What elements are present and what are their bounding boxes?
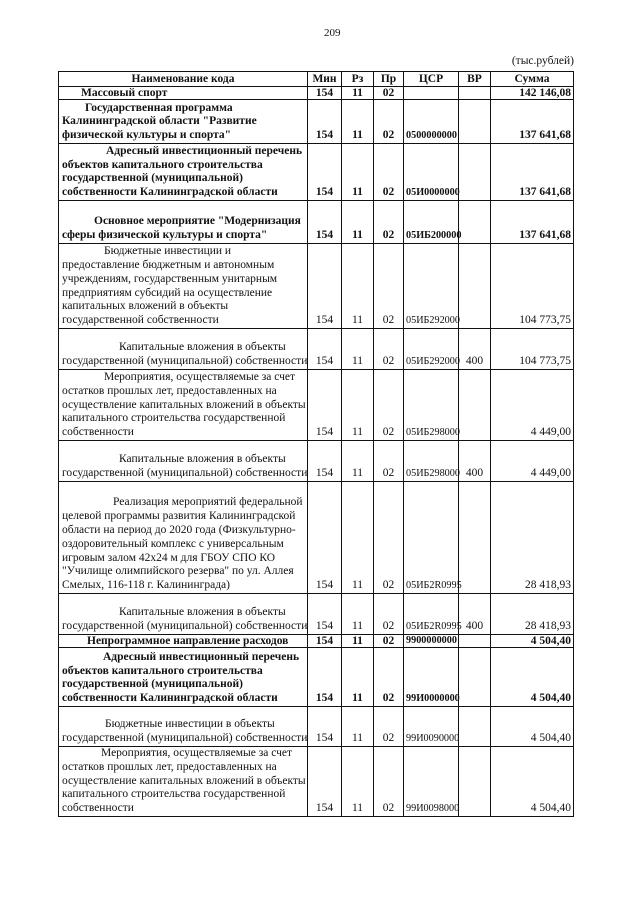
cell-min: 154 bbox=[308, 87, 342, 100]
cell-csr: 05ИБ298000 bbox=[404, 441, 459, 482]
header-name: Наименование кода bbox=[59, 72, 308, 87]
name-line: государственной (муниципальной) собственности bbox=[62, 732, 308, 745]
table-body bbox=[59, 87, 574, 817]
name-line: Непрограммное направление расходов bbox=[87, 635, 289, 647]
cell-min: 154 bbox=[308, 707, 342, 747]
cell-rz: 11 bbox=[342, 87, 374, 100]
cell-vr bbox=[459, 201, 491, 244]
name-line: собственности bbox=[62, 426, 134, 439]
cell-pr: 02 bbox=[374, 635, 404, 648]
table-row bbox=[59, 244, 574, 329]
cell-csr: 05ИБ292000 bbox=[404, 244, 459, 329]
cell-rz: 11 bbox=[342, 201, 374, 244]
cell-csr: 05И0000000 bbox=[404, 144, 459, 201]
cell-min: 154 bbox=[308, 201, 342, 244]
cell-min: 154 bbox=[308, 100, 342, 144]
name-line: государственной (муниципальной) собственности bbox=[62, 467, 308, 480]
table-row bbox=[59, 635, 574, 648]
page-number: 209 bbox=[324, 27, 341, 39]
name-line: государственной (муниципальной) bbox=[62, 172, 243, 185]
cell-rz: 11 bbox=[342, 635, 374, 648]
cell-min: 154 bbox=[308, 244, 342, 329]
name-line: предприятиям субсидий на осуществление bbox=[62, 286, 273, 299]
name-line: физической культуры и спорта" bbox=[62, 129, 232, 142]
name-line: игровым залом 42х24 м для ГБОУ СПО КО bbox=[62, 551, 276, 564]
cell-csr bbox=[404, 87, 459, 100]
cell-name bbox=[59, 244, 308, 329]
cell-name bbox=[59, 144, 308, 201]
cell-pr: 02 bbox=[374, 482, 404, 594]
cell-vr bbox=[459, 635, 491, 648]
cell-rz: 11 bbox=[342, 747, 374, 817]
cell-name bbox=[59, 201, 308, 244]
name-line: сферы физической культуры и спорта" bbox=[62, 229, 268, 242]
cell-name bbox=[59, 594, 308, 635]
header-rz: Рз bbox=[342, 72, 374, 87]
cell-pr: 02 bbox=[374, 201, 404, 244]
cell-pr: 02 bbox=[374, 329, 404, 370]
name-line: собственности Калининградской области bbox=[62, 186, 278, 199]
units-label: (тыс.рублей) bbox=[511, 55, 574, 67]
cell-rz: 11 bbox=[342, 370, 374, 441]
cell-csr: 99И0098000 bbox=[404, 747, 459, 817]
name-line: Калининградской области "Развитие bbox=[62, 115, 257, 128]
cell-sum: 137 641,68 bbox=[491, 100, 574, 144]
cell-pr: 02 bbox=[374, 144, 404, 201]
cell-vr bbox=[459, 482, 491, 594]
cell-pr: 02 bbox=[374, 244, 404, 329]
cell-rz: 11 bbox=[342, 244, 374, 329]
name-line: Капитальные вложения в объекты bbox=[119, 606, 286, 619]
name-line: оздоровительный комплекс с универсальным bbox=[62, 537, 284, 550]
name-line: капитального строительства государственной bbox=[62, 788, 286, 801]
cell-min: 154 bbox=[308, 370, 342, 441]
name-line: Мероприятия, осуществляемые за счет bbox=[104, 371, 296, 384]
name-line: предоставление бюджетным и автономным bbox=[62, 259, 275, 272]
name-line: собственности bbox=[62, 802, 134, 815]
cell-csr: 9900000000 bbox=[404, 635, 459, 648]
name-line: Капитальные вложения в объекты bbox=[119, 341, 286, 354]
cell-name bbox=[59, 747, 308, 817]
name-line: "Училище олимпийского резерва" по ул. Аллея bbox=[62, 565, 294, 578]
cell-name bbox=[59, 635, 308, 648]
cell-csr: 05ИБ292000 bbox=[404, 329, 459, 370]
name-line: Бюджетные инвестиции и bbox=[104, 245, 232, 258]
cell-min: 154 bbox=[308, 594, 342, 635]
table-row bbox=[59, 482, 574, 594]
name-line: государственной (муниципальной) собственности bbox=[62, 620, 308, 633]
table-row bbox=[59, 648, 574, 707]
name-line: Бюджетные инвестиции в объекты bbox=[105, 718, 275, 731]
name-line: Массовый спорт bbox=[81, 87, 168, 99]
cell-sum: 104 773,75 bbox=[491, 244, 574, 329]
name-line: государственной (муниципальной) bbox=[62, 678, 243, 691]
cell-rz: 11 bbox=[342, 648, 374, 707]
cell-rz: 11 bbox=[342, 594, 374, 635]
table-row bbox=[59, 594, 574, 635]
cell-sum: 137 641,68 bbox=[491, 201, 574, 244]
cell-csr: 05ИБ298000 bbox=[404, 370, 459, 441]
cell-name bbox=[59, 482, 308, 594]
cell-rz: 11 bbox=[342, 100, 374, 144]
cell-sum: 28 418,93 bbox=[491, 594, 574, 635]
cell-sum: 4 504,40 bbox=[491, 747, 574, 817]
cell-vr bbox=[459, 648, 491, 707]
table-row bbox=[59, 329, 574, 370]
header-sum: Сумма bbox=[491, 72, 574, 87]
cell-sum: 4 504,40 bbox=[491, 635, 574, 648]
cell-sum: 104 773,75 bbox=[491, 329, 574, 370]
header-pr: Пр bbox=[374, 72, 404, 87]
cell-rz: 11 bbox=[342, 329, 374, 370]
cell-pr: 02 bbox=[374, 594, 404, 635]
name-line: Основное мероприятие "Модернизация bbox=[94, 215, 301, 228]
cell-pr: 02 bbox=[374, 747, 404, 817]
table-row bbox=[59, 370, 574, 441]
cell-vr bbox=[459, 144, 491, 201]
cell-min: 154 bbox=[308, 144, 342, 201]
name-line: объектов капитального строительства bbox=[62, 664, 263, 677]
name-line: остатков прошлых лет, предоставленных на bbox=[62, 384, 277, 397]
cell-name bbox=[59, 87, 308, 100]
cell-sum: 4 449,00 bbox=[491, 370, 574, 441]
name-line: Мероприятия, осуществляемые за счет bbox=[101, 747, 293, 759]
cell-sum: 4 504,40 bbox=[491, 707, 574, 747]
cell-vr bbox=[459, 87, 491, 100]
cell-name bbox=[59, 370, 308, 441]
cell-rz: 11 bbox=[342, 144, 374, 201]
cell-vr: 400 bbox=[459, 329, 491, 370]
name-line: остатков прошлых лет, предоставленных на bbox=[62, 760, 277, 773]
cell-sum: 4 504,40 bbox=[491, 648, 574, 707]
cell-min: 154 bbox=[308, 747, 342, 817]
name-line: Реализация мероприятий федеральной bbox=[113, 496, 303, 509]
name-line: государственной собственности bbox=[62, 314, 219, 327]
cell-min: 154 bbox=[308, 635, 342, 648]
cell-min: 154 bbox=[308, 648, 342, 707]
cell-pr: 02 bbox=[374, 87, 404, 100]
cell-name bbox=[59, 648, 308, 707]
cell-vr bbox=[459, 100, 491, 144]
name-line: осуществление капитальных вложений в объекты bbox=[62, 398, 306, 411]
name-line: осуществление капитальных вложений в объекты bbox=[62, 774, 306, 787]
name-line: области на период до 2020 года (Физкультурно- bbox=[62, 524, 296, 537]
name-line: капитальных вложений в объекты bbox=[62, 300, 229, 313]
name-line: Капитальные вложения в объекты bbox=[119, 453, 286, 466]
name-line: объектов капитального строительства bbox=[62, 158, 263, 171]
cell-csr: 05ИБ200000 bbox=[404, 201, 459, 244]
cell-vr bbox=[459, 707, 491, 747]
name-line: государственной (муниципальной) собственности bbox=[62, 355, 308, 368]
header-vr: ВР bbox=[459, 72, 491, 87]
cell-csr: 99И0000000 bbox=[404, 648, 459, 707]
header-min: Мин bbox=[308, 72, 342, 87]
cell-pr: 02 bbox=[374, 707, 404, 747]
cell-min: 154 bbox=[308, 329, 342, 370]
cell-name bbox=[59, 707, 308, 747]
name-line: Адресный инвестиционный перечень bbox=[106, 144, 303, 157]
name-line: капитального строительства государственной bbox=[62, 412, 286, 425]
cell-name bbox=[59, 441, 308, 482]
table-row bbox=[59, 707, 574, 747]
cell-sum: 28 418,93 bbox=[491, 482, 574, 594]
name-line: Смелых, 116-118 г. Калининграда) bbox=[62, 579, 230, 592]
header-csr: ЦСР bbox=[404, 72, 459, 87]
cell-csr: 0500000000 bbox=[404, 100, 459, 144]
cell-vr bbox=[459, 370, 491, 441]
cell-pr: 02 bbox=[374, 100, 404, 144]
cell-sum: 137 641,68 bbox=[491, 144, 574, 201]
name-line: целевой программы развития Калининградской bbox=[62, 510, 296, 523]
cell-pr: 02 bbox=[374, 441, 404, 482]
table-row bbox=[59, 144, 574, 201]
cell-name bbox=[59, 329, 308, 370]
cell-vr bbox=[459, 747, 491, 817]
table-header-row bbox=[59, 72, 574, 87]
cell-pr: 02 bbox=[374, 370, 404, 441]
cell-vr bbox=[459, 244, 491, 329]
table-row bbox=[59, 441, 574, 482]
cell-sum: 4 449,00 bbox=[491, 441, 574, 482]
name-line: Государственная программа bbox=[85, 101, 233, 114]
table-row bbox=[59, 201, 574, 244]
table-row bbox=[59, 747, 574, 817]
table-row bbox=[59, 100, 574, 144]
cell-name bbox=[59, 100, 308, 144]
name-line: собственности Калининградской области bbox=[62, 692, 278, 705]
cell-csr: 05ИБ2R0995 bbox=[404, 594, 459, 635]
name-line: Адресный инвестиционный перечень bbox=[103, 650, 300, 663]
cell-rz: 11 bbox=[342, 441, 374, 482]
cell-rz: 11 bbox=[342, 707, 374, 747]
cell-min: 154 bbox=[308, 482, 342, 594]
table-row bbox=[59, 87, 574, 100]
name-line: учреждениям, государственным унитарным bbox=[62, 272, 278, 285]
cell-vr: 400 bbox=[459, 441, 491, 482]
cell-csr: 05ИБ2R0995 bbox=[404, 482, 459, 594]
cell-vr: 400 bbox=[459, 594, 491, 635]
cell-pr: 02 bbox=[374, 648, 404, 707]
cell-csr: 99И0090000 bbox=[404, 707, 459, 747]
cell-rz: 11 bbox=[342, 482, 374, 594]
cell-sum: 142 146,08 bbox=[491, 87, 574, 100]
cell-min: 154 bbox=[308, 441, 342, 482]
budget-table bbox=[58, 71, 574, 817]
